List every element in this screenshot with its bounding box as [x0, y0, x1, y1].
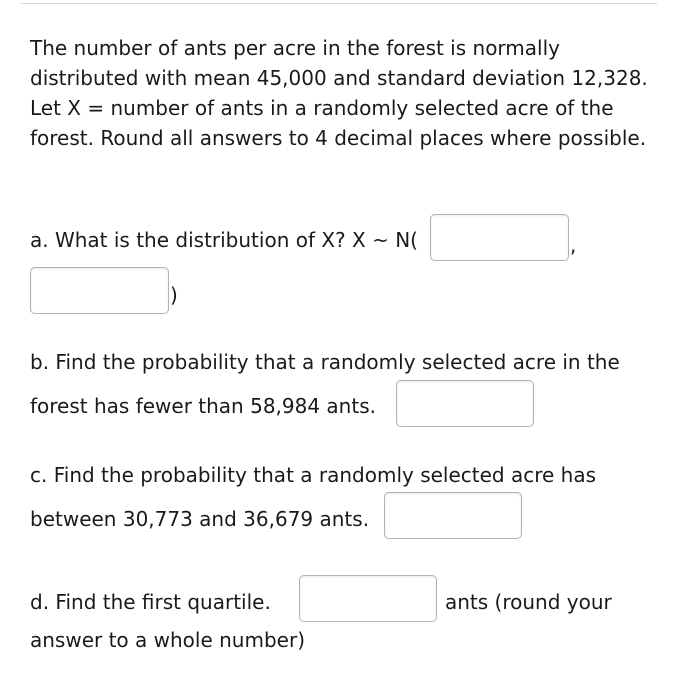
- part-b-input[interactable]: [396, 380, 534, 427]
- part-d-prompt: d. Find the first quartile.: [30, 590, 271, 614]
- part-d-line2: answer to a whole number): [30, 628, 305, 652]
- part-a-mean-input[interactable]: [430, 214, 569, 261]
- top-divider: [20, 3, 657, 4]
- part-d-input[interactable]: [299, 575, 437, 622]
- part-a-prompt: a. What is the distribution of X? X ~ N(: [30, 228, 418, 252]
- part-b-line1: b. Find the probability that a randomly selected acre in the: [30, 350, 620, 374]
- part-a-close-paren: ): [170, 283, 178, 307]
- part-c-input[interactable]: [384, 492, 522, 539]
- part-a-sd-input[interactable]: [30, 267, 169, 314]
- part-a-comma: ,: [570, 233, 577, 257]
- problem-intro: The number of ants per acre in the forest is normally distributed with mean 45,000 and standard deviation 12,328. Let X = number of ants in a randomly selected acre of the forest. Round all answers to 4 decimal places where possible.: [30, 36, 648, 150]
- part-c-line1: c. Find the probability that a randomly selected acre has: [30, 463, 597, 487]
- part-c-line2: between 30,773 and 36,679 ants.: [30, 507, 370, 531]
- part-d-suffix: ants (round your: [445, 590, 612, 614]
- part-b-line2: forest has fewer than 58,984 ants.: [30, 394, 376, 418]
